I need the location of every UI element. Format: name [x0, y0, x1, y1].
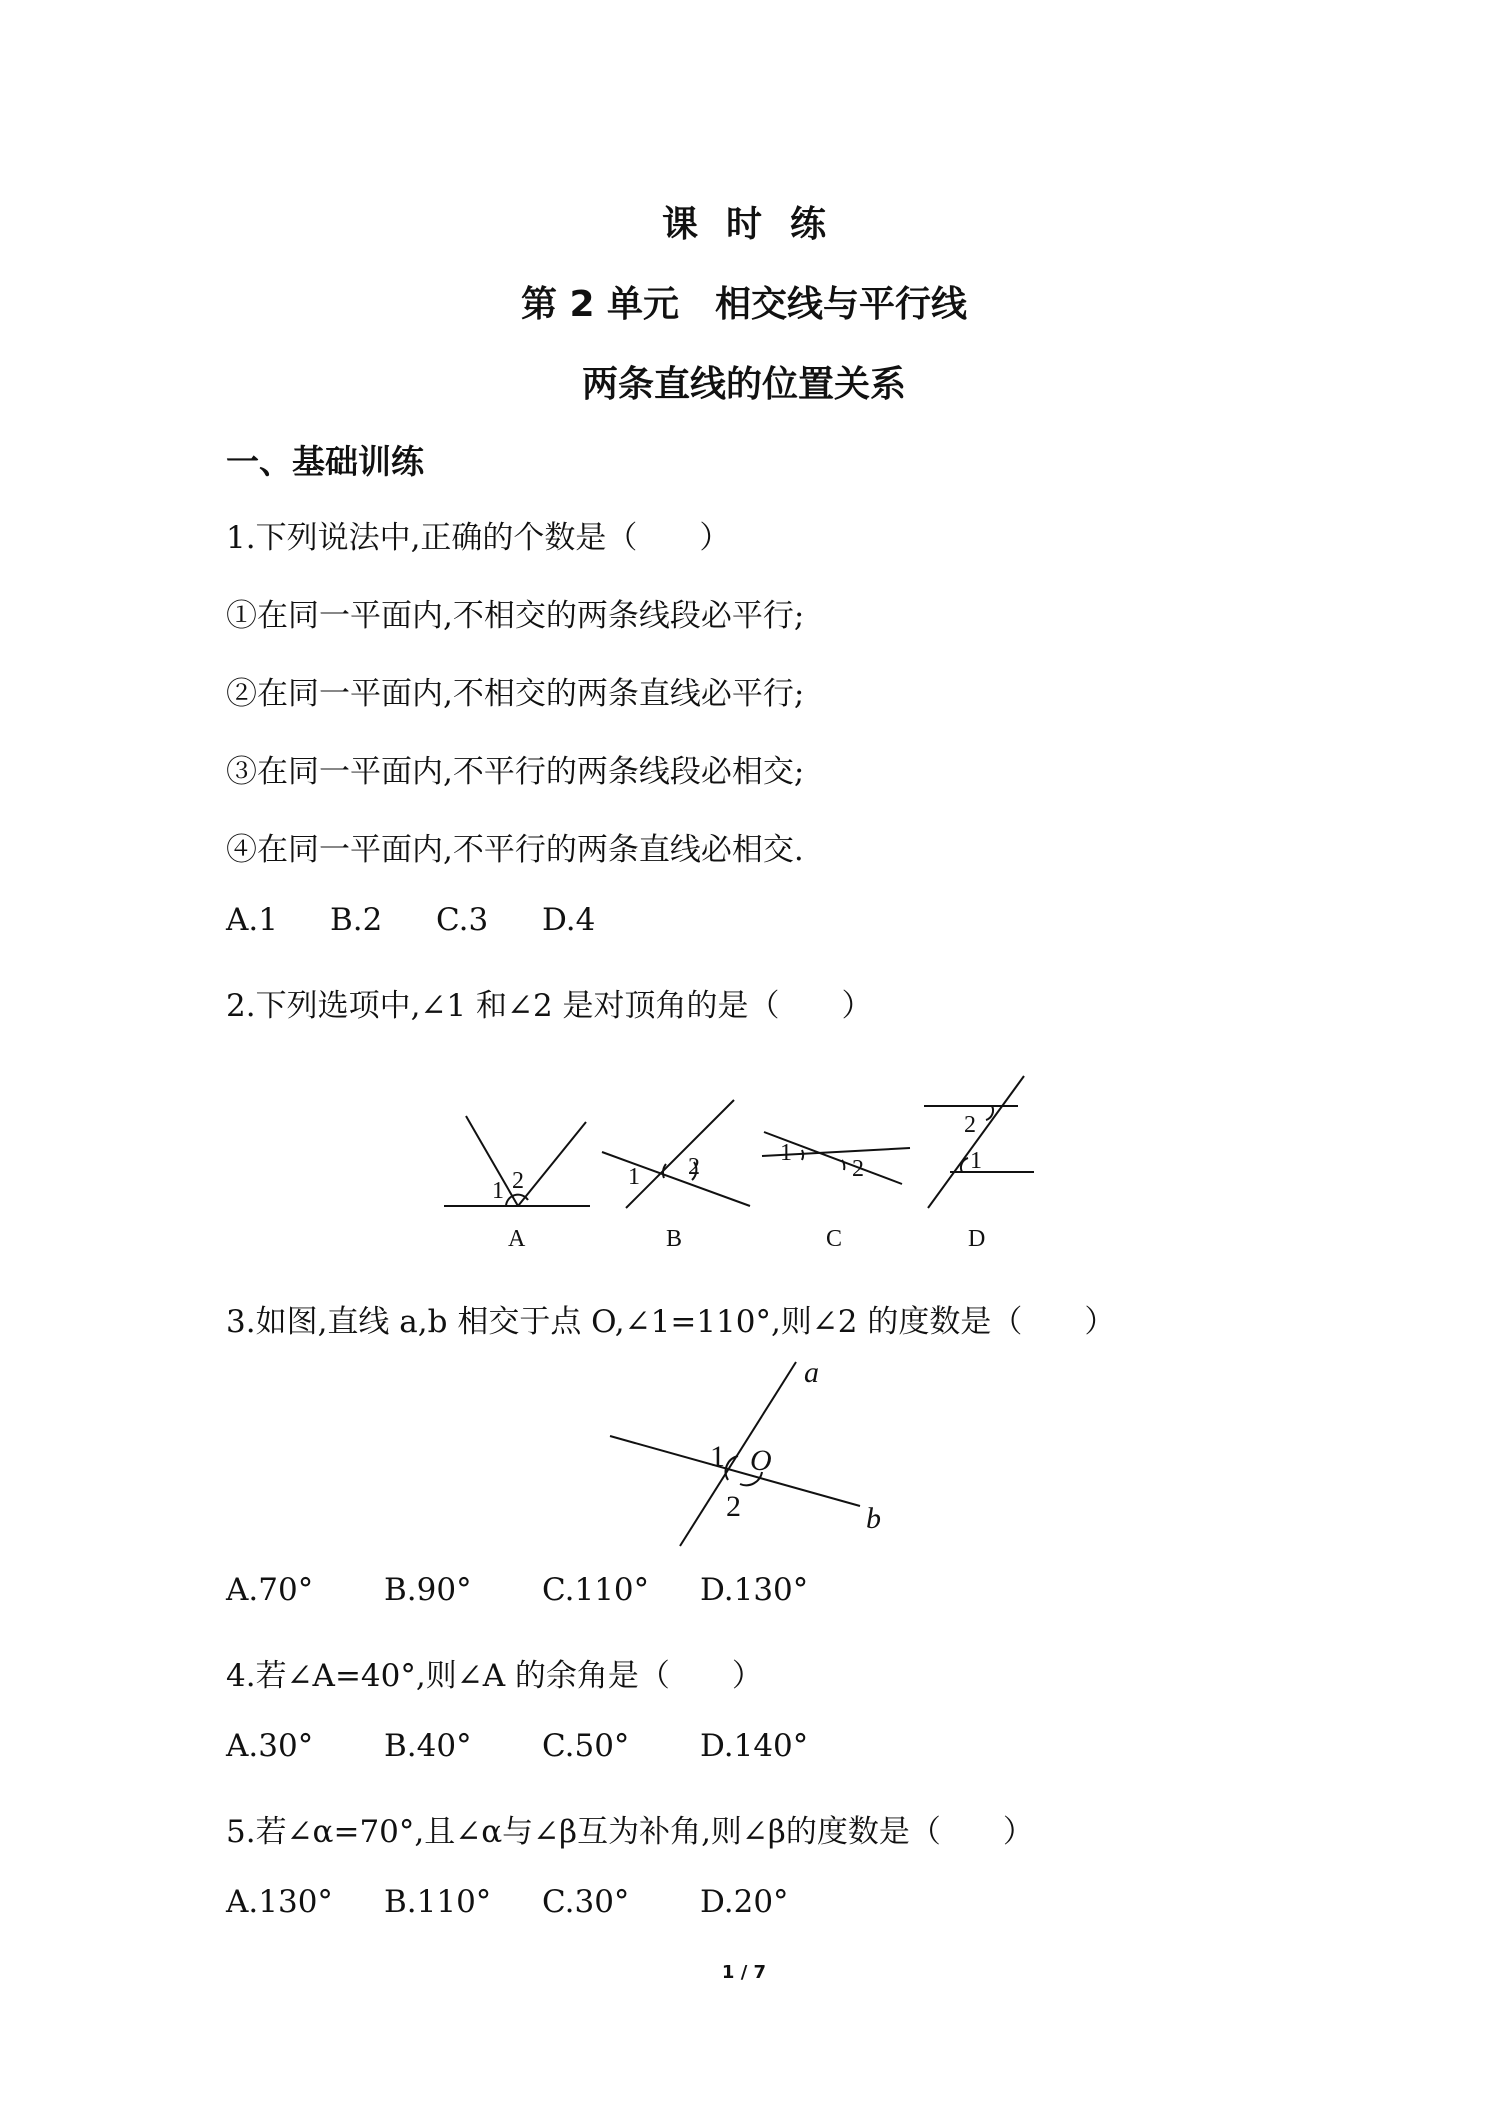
panel-a-ray-2 — [518, 1122, 586, 1206]
q1-statement-4: ④在同一平面内,不平行的两条直线必相交. — [226, 832, 804, 868]
q4-option-a[interactable]: A.30° — [226, 1728, 314, 1764]
panel-a-angle-2: 2 — [512, 1168, 524, 1194]
q5-option-a[interactable]: A.130° — [226, 1884, 333, 1920]
panel-b-angle-2: 2 — [688, 1154, 700, 1180]
panel-c-angle-2: 2 — [852, 1156, 864, 1182]
section-heading: 一、基础训练 — [226, 442, 424, 481]
q1-options — [226, 902, 595, 938]
panel-d-angle-1: 1 — [970, 1148, 982, 1174]
panel-label-a: A — [508, 1226, 526, 1252]
q5-option-b[interactable]: B.110° — [384, 1884, 492, 1920]
q1-stem: 1.下列说法中,正确的个数是（ ） — [226, 520, 731, 556]
panel-label-b: B — [666, 1226, 683, 1252]
q3-options — [226, 1572, 808, 1608]
q2-figure-svg — [430, 1060, 1050, 1260]
q5-options — [226, 1884, 789, 1920]
panel-b-angle-1: 1 — [628, 1164, 640, 1190]
q1-statement-1: ①在同一平面内,不相交的两条线段必平行; — [226, 598, 805, 634]
q4-option-c[interactable]: C.50° — [542, 1728, 630, 1764]
panel-b-line-1 — [602, 1152, 750, 1206]
panel-c-angle-1: 1 — [780, 1140, 792, 1166]
panel-b-line-2 — [626, 1100, 734, 1208]
q2-stem: 2.下列选项中,∠1 和∠2 是对顶角的是（ ） — [226, 988, 873, 1024]
panel-c-arc-2 — [842, 1160, 844, 1170]
panel-label-c: C — [826, 1226, 843, 1252]
line-b-label: b — [866, 1502, 881, 1535]
line-a-label: a — [804, 1356, 819, 1389]
q3-option-d[interactable]: D.130° — [700, 1572, 809, 1608]
q5-option-d[interactable]: D.20° — [700, 1884, 789, 1920]
page-title: 课时练 — [661, 204, 854, 245]
q3-figure — [600, 1356, 900, 1556]
topic-title: 两条直线的位置关系 — [581, 364, 906, 405]
q3-option-b[interactable]: B.90° — [384, 1572, 472, 1608]
q1-statement-3: ③在同一平面内,不平行的两条线段必相交; — [226, 754, 805, 790]
q3-stem: 3.如图,直线 a,b 相交于点 O,∠1=110°,则∠2 的度数是（ ） — [226, 1304, 1116, 1340]
q1-option-c[interactable]: C.3 — [436, 902, 489, 938]
q2-figure — [430, 1060, 1050, 1260]
unit-title: 第 2 单元 相交线与平行线 — [520, 284, 968, 325]
q4-option-d[interactable]: D.140° — [700, 1728, 809, 1764]
q4-options — [226, 1728, 808, 1764]
q5-option-c[interactable]: C.30° — [542, 1884, 630, 1920]
q4-stem: 4.若∠A=40°,则∠A 的余角是（ ） — [226, 1658, 763, 1694]
q1-statement-2: ②在同一平面内,不相交的两条直线必平行; — [226, 676, 805, 712]
panel-label-d: D — [968, 1226, 986, 1252]
panel-d-angle-2: 2 — [964, 1112, 976, 1138]
q3-figure-svg — [600, 1356, 900, 1556]
point-o-label: O — [750, 1444, 772, 1477]
angle-2-label: 2 — [726, 1490, 741, 1523]
angle-1-label: 1 — [710, 1440, 725, 1473]
q4-option-b[interactable]: B.40° — [384, 1728, 472, 1764]
panel-d-arc-2 — [986, 1106, 993, 1120]
q5-stem: 5.若∠α=70°,且∠α与∠β互为补角,则∠β的度数是（ ） — [226, 1814, 1034, 1850]
q3-option-c[interactable]: C.110° — [542, 1572, 650, 1608]
panel-a-angle-1: 1 — [492, 1178, 504, 1204]
panel-d-transversal — [928, 1076, 1024, 1208]
q1-option-d[interactable]: D.4 — [542, 902, 596, 938]
q1-option-b[interactable]: B.2 — [330, 902, 383, 938]
q3-option-a[interactable]: A.70° — [226, 1572, 314, 1608]
q1-option-a[interactable]: A.1 — [226, 902, 278, 938]
panel-c-arc-1 — [802, 1150, 803, 1160]
page-number: 1 / 7 — [721, 1962, 767, 1983]
